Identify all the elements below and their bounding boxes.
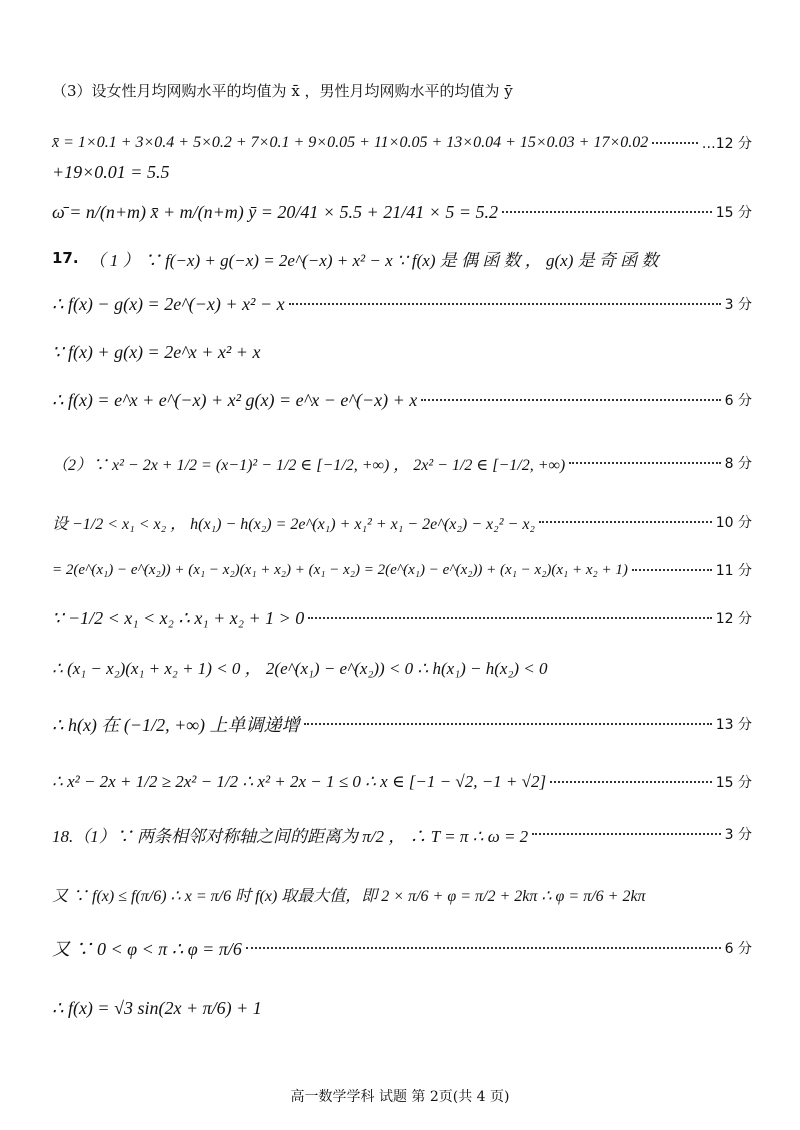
leader-dots [304, 723, 712, 725]
leader-dots [246, 947, 721, 949]
line-math: ∴ (x₁ − x₂)(x₁ + x₂ + 1) < 0 ， 2(e^(x₁) − e^(x₂)) < 0 ∴ h(x₁) − h(x₂) < 0 [52, 658, 548, 678]
line-text: （3）设女性月均网购水平的均值为 x̄ ，男性月均网购水平的均值为 ȳ [52, 81, 513, 100]
line-sum-positive [52, 598, 752, 638]
leader-dots [569, 462, 720, 464]
score-label: 11 分 [715, 563, 752, 579]
score-label: 6 分 [724, 393, 752, 409]
line-math: ∴ x² − 2x + 1/2 ≥ 2x² − 1/2 ∴ x² + 2x − 1 ≤ 0 ∴ x ∈ [−1 − √2, −1 + √2] [52, 772, 547, 791]
line-math: 设 −1/2 < x₁ < x₂ ， h(x₁) − h(x₂) = 2e^(x₁) + x₁² + x₁ − 2e^(x₂) − x₂² − x₂ [52, 515, 535, 533]
line-h-increasing [52, 704, 752, 744]
line-math: ∵ −1/2 < x₁ < x₂ ∴ x₁ + x₂ + 1 > 0 [52, 607, 305, 628]
line-omega [52, 192, 752, 232]
score-label: 13 分 [715, 717, 752, 733]
line-f-minus-g [52, 284, 752, 324]
line-math: 又 ∵ f(x) ≤ f(π/6) ∴ x = π/6 时 f(x) 取最大值，即 2 × π/6 + φ = π/2 + 2kπ ∴ φ = π/6 + 2kπ [52, 887, 646, 905]
line-17-2-range [52, 443, 752, 483]
line-xbar-result [52, 152, 752, 192]
line-18-period [52, 814, 752, 854]
line-math: ∴ h(x) 在 (−1/2, +∞) 上单调递增 [52, 715, 300, 735]
leader-dots [532, 833, 720, 835]
score-label: 10 分 [715, 515, 752, 531]
score-label: 6 分 [724, 941, 752, 957]
line-math: ∵ f(x) + g(x) = 2e^x + x² + x [52, 341, 261, 362]
leader-dots [421, 399, 720, 401]
line-math: ∴ f(x) = √3 sin(2x + π/6) + 1 [52, 997, 262, 1018]
line-x-range [52, 762, 752, 802]
line-18-phase [52, 874, 752, 914]
page-footer: 高一数学学科 试题 第 2页(共 4 页) [290, 1089, 510, 1105]
score-label: 15 分 [715, 205, 752, 221]
leader-dots [632, 569, 712, 571]
line-h-expand [52, 550, 752, 590]
line-f-g-result [52, 380, 752, 420]
line-math: ω̄ = n/(n+m) x̄ + m/(n+m) ȳ = 20/41 × 5.5 + 21/41 × 5 = 5.2 [52, 201, 498, 222]
line-18-function [52, 988, 752, 1028]
score-label: 8 分 [724, 456, 752, 472]
line-math: ∴ f(x) = e^x + e^(−x) + x² g(x) = e^x − e^(−x) + x [52, 389, 418, 410]
leader-dots [652, 142, 697, 144]
line-h-negative [52, 646, 752, 686]
line-f-plus-g [52, 332, 752, 372]
line-math: ∴ f(x) − g(x) = 2e^(−x) + x² − x [52, 293, 285, 314]
line-math: 18.（1）∵ 两条相邻对称轴之间的距离为 π/2 ， ∴ T = π ∴ ω = 2 [52, 826, 529, 846]
line-math: = 2(e^(x₁) − e^(x₂)) + (x₁ − x₂)(x₁ + x₂) + (x₁ − x₂) = 2(e^(x₁) − e^(x₂)) + (x₁ − x₂)(x₁ + x₂ + 1) [52, 561, 628, 578]
problem-number: 17. [52, 249, 79, 267]
line-math: （ 1 ） ∵ f(−x) + g(−x) = 2e^(−x) + x² − x ∵ f(x) 是 偶 函 数 ， g(x) 是 奇 函 数 [88, 250, 659, 270]
leader-dots [539, 521, 712, 523]
leader-dots [289, 303, 721, 305]
score-label: …12 分 [701, 136, 752, 152]
line-3-intro [52, 70, 752, 110]
line-18-phi [52, 928, 752, 968]
leader-dots [502, 211, 712, 213]
line-math: （2）∵ x² − 2x + 1/2 = (x−1)² − 1/2 ∈ [−1/2, +∞) ， 2x² − 1/2 ∈ [−1/2, +∞) [52, 456, 566, 474]
line-math: +19×0.01 = 5.5 [52, 161, 170, 182]
line-math: 又 ∵ 0 < φ < π ∴ φ = π/6 [52, 939, 242, 959]
score-label: 15 分 [715, 775, 752, 791]
line-17-intro [52, 238, 752, 278]
leader-dots [550, 781, 712, 783]
leader-dots [308, 617, 711, 619]
line-h-diff [52, 502, 752, 542]
line-math: x̄ = 1×0.1 + 3×0.4 + 5×0.2 + 7×0.1 + 9×0.05 + 11×0.05 + 13×0.04 + 15×0.03 + 17×0.02 [52, 134, 649, 151]
score-label: 3 分 [724, 297, 752, 313]
score-label: 3 分 [724, 827, 752, 843]
score-label: 12 分 [715, 611, 752, 627]
